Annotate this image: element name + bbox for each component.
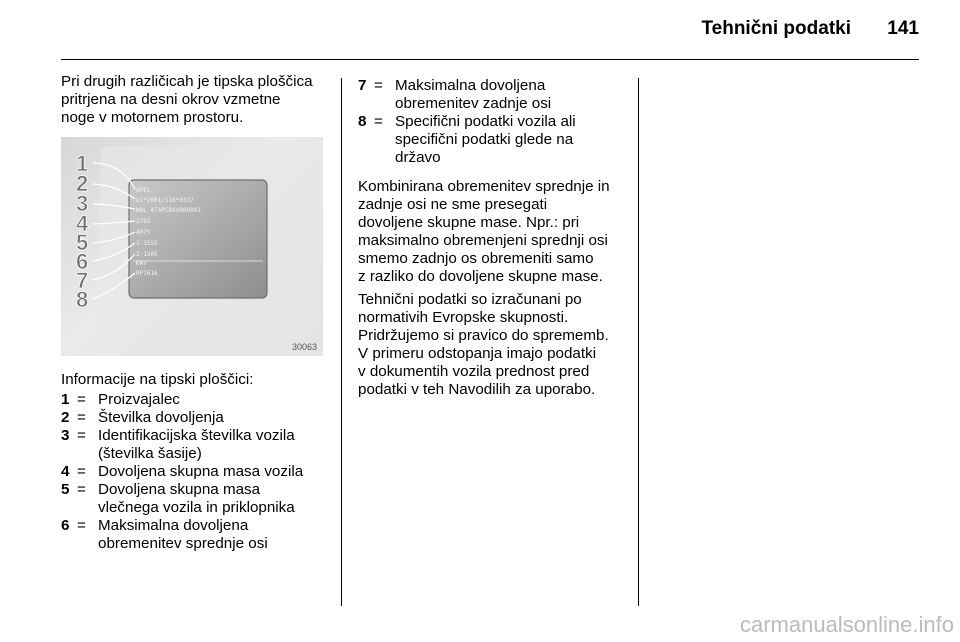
item-text (98, 517, 336, 553)
item-text (98, 391, 336, 409)
figure-caption: Informacije na tipski ploščici: (61, 371, 254, 388)
item-equals: = (77, 481, 86, 498)
callout-number: 3 (76, 191, 89, 216)
plate-line: 2-1505 (136, 251, 158, 258)
ec-norms-paragraph (358, 291, 636, 399)
text-line: smemo zadnjo os obremeniti samo (358, 250, 594, 267)
item-number: 7 (358, 77, 367, 94)
item-number: 8 (358, 113, 367, 130)
callout-number: 7 (76, 268, 89, 293)
item-equals: = (77, 463, 86, 480)
item-text (98, 409, 336, 427)
item-number: 2 (61, 409, 70, 426)
text-line: obremenitev zadnje osi (395, 95, 552, 112)
text-line: Kombinirana obremenitev sprednje in (358, 178, 610, 195)
item-equals: = (77, 427, 86, 444)
page-number: 141 (887, 18, 919, 39)
text-line: z razliko do dovoljene skupne mase. (358, 268, 603, 285)
item-equals: = (374, 113, 383, 130)
footer-watermark: carmanualsonline.info (739, 612, 954, 637)
plate-line: OPEL (136, 187, 151, 194)
list-item (358, 113, 633, 167)
plate-line: 1-1555 (136, 240, 158, 247)
item-equals: = (77, 517, 86, 534)
item-text (395, 113, 633, 167)
item-text (98, 463, 336, 481)
text-line: noge v motornem prostoru. (61, 109, 244, 126)
item-equals: = (77, 391, 86, 408)
text-line: Pri drugih različicah je tipska ploščica (61, 73, 313, 90)
text-line: Proizvajalec (98, 391, 180, 408)
header-rule (61, 59, 919, 60)
item-number: 3 (61, 427, 70, 444)
column-divider-right (638, 78, 639, 606)
type-plate-figure (61, 137, 323, 356)
text-line: zadnje osi ne sme presegati (358, 196, 548, 213)
text-line: Identifikacijska številka vozila (98, 427, 295, 444)
plate-legend-list (61, 391, 336, 553)
callout-number: 5 (76, 230, 89, 255)
callout-number: 6 (76, 249, 89, 274)
item-equals: = (77, 409, 86, 426)
text-line: Pridržujemo si pravico do sprememb. (358, 327, 609, 344)
list-item (61, 517, 336, 553)
text-line: dovoljene skupne mase. Npr.: pri (358, 214, 580, 231)
text-line: Dovoljena skupna masa vozila (98, 463, 304, 480)
item-equals: = (374, 77, 383, 94)
list-item (61, 391, 336, 409)
callout-numbers (76, 151, 89, 312)
item-number: 1 (61, 391, 70, 408)
text-line: normativih Evropske skupnosti. (358, 309, 569, 326)
item-text (395, 77, 633, 113)
text-line: V primeru odstopanja imajo podatki (358, 345, 597, 362)
text-line: državo (395, 149, 441, 166)
list-item (61, 481, 336, 517)
item-text (98, 427, 336, 463)
axle-load-paragraph (358, 178, 636, 286)
callout-number: 4 (76, 211, 89, 236)
list-item (358, 77, 633, 113)
text-line: Maksimalna dovoljena (395, 77, 546, 94)
item-number: 5 (61, 481, 70, 498)
text-line: vlečnega vozila in priklopnika (98, 499, 295, 516)
text-line: specifični podatki glede na (395, 131, 574, 148)
text-line: maksimalno obremenjeni sprednji osi (358, 232, 608, 249)
text-line: v dokumentih vozila prednost pred (358, 363, 590, 380)
callout-number: 2 (76, 171, 89, 196)
list-item (61, 463, 336, 481)
plate-line: 2765 (136, 218, 151, 225)
intro-paragraph (61, 73, 331, 127)
plate-line: e1*2001/116*0337 (136, 197, 194, 204)
text-line: Tehnični podatki so izračunani po (358, 291, 582, 308)
text-line: Maksimalna dovoljena (98, 517, 249, 534)
list-item (61, 409, 336, 427)
plate-line: W0L 4T4PCBXV000001 (136, 207, 202, 214)
item-text (98, 481, 336, 517)
callout-number: 1 (76, 151, 89, 176)
column-divider-left (341, 78, 342, 606)
callout-number: 8 (76, 287, 89, 312)
text-line: obremenitev sprednje osi (98, 535, 268, 552)
plate-legend-list-continued (358, 77, 633, 167)
text-line: Številka dovoljenja (98, 409, 224, 426)
item-number: 4 (61, 463, 70, 480)
plate-line: KAV (136, 260, 147, 267)
text-line: (številka šasije) (98, 445, 202, 462)
item-number: 6 (61, 517, 70, 534)
text-line: pritrjena na desni okrov vzmetne (61, 91, 281, 108)
type-plate-illustration (61, 137, 323, 356)
text-line: podatki v teh Navodilih za uporabo. (358, 381, 596, 398)
plate-line: 4075 (136, 229, 151, 236)
list-item (61, 427, 336, 463)
text-line: Dovoljena skupna masa (98, 481, 261, 498)
text-line: Specifični podatki vozila ali (395, 113, 576, 130)
plate-line: RP1616 (136, 270, 158, 277)
figure-code: 30063 (291, 342, 317, 352)
page-header-title: Tehnični podatki (701, 18, 851, 39)
